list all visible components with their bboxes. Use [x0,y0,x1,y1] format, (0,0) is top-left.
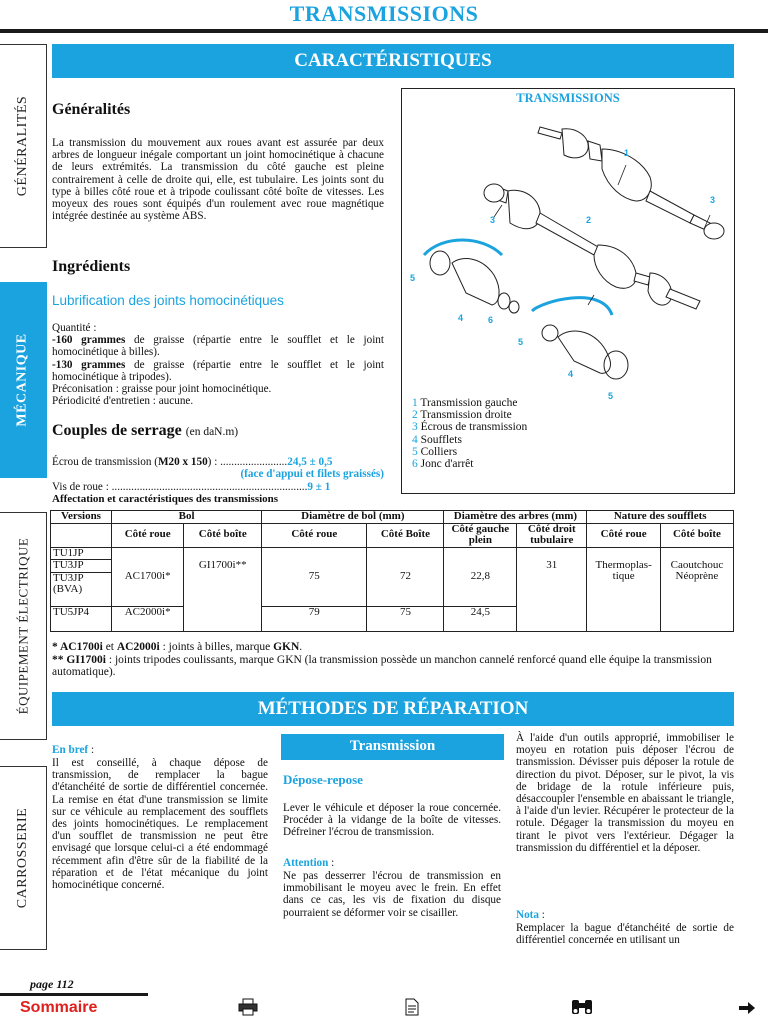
ecrou-line [52,456,384,468]
tab-label: ÉQUIPEMENT ÉLECTRIQUE [15,537,30,715]
legend-text: Colliers [420,445,458,458]
cell-arb-droit: 31 [517,547,587,631]
footer-divider [0,993,148,996]
callout-1: 1 [624,148,630,158]
legend-item [412,458,527,470]
legend-text: Écrous de transmission [420,421,528,434]
tab-equipement-electrique[interactable] [0,512,47,740]
enbref-title: En bref : [52,744,95,756]
col-versions: Versions [51,511,112,524]
col-bol: Bol [112,511,262,524]
enbref-text: Il est conseillé, à chaque dépose de transmission, de remplacer la bague d'étanchéité de sortie de différentiel concernée. La remise en état d'une transmission se limite sur ce véhicule au remplacement des soufflets des joints homocinétiques. Le remplacement d'un soufflet de transmission ne peut être envisagé que lorsque celui-ci a été endommagé récemment afin d'être sûr de la fiabilité de la réparation et de l'état mécanique du joint homocinétique concerné. [52,757,268,892]
sub-arb-gauche: Côté gauche plein [444,523,517,547]
tab-label: CARROSSERIE [15,807,31,909]
periodicite: Périodicité d'entretien : aucune. [52,395,194,408]
nota-title-text: Nota [516,909,539,921]
callout-3a: 3 [490,215,496,225]
sub-dbol-boite: Côté Boîte [367,523,444,547]
legend-num: 2 [412,409,418,422]
sub-bol-boite: Côté boîte [184,523,262,547]
note-2-gi1700: GI1700i [66,654,106,666]
legend-text: Jonc d'arrêt [420,458,474,471]
tab-label: GÉNÉRALITÉS [15,95,31,197]
cell-bol-roue-2: AC2000i* [112,606,184,631]
ecrou-label: Écrou de transmission ( [52,456,158,468]
lubrification-subtitle: Lubrification des joints homocinétiques [52,293,284,308]
document-icon[interactable] [404,998,420,1016]
cell-dbol-boite-2: 75 [367,606,444,631]
legend-item [412,446,527,458]
col-nature: Nature des soufflets [587,511,734,524]
version-tu5jp4: TU5JP4 [51,606,112,631]
cell-dbol-roue-2: 79 [262,606,367,631]
generalites-title: Généralités [52,101,131,118]
ecrou-spec: M20 x 150 [157,456,208,468]
cell-dbol-boite: 72 [367,547,444,606]
attention-title: Attention : [283,857,335,869]
transmission-diagram [402,105,734,405]
section-band-methodes: MÉTHODES DE RÉPARATION [52,692,734,726]
nota-title: Nota : [516,909,545,921]
legend-text: Soufflets [420,433,462,446]
ecrou-dots: ) : ........................ [207,456,288,468]
ecrou-note: (face d'appui et filets graissés) [240,468,384,480]
note-2-stars: ** [52,654,67,666]
legend-item [412,409,527,421]
version-tu3jp-bva: TU3JP (BVA) [53,571,84,595]
versions-group-1 [51,547,112,606]
generalites-text: La transmission du mouvement aux roues avant est assurée par deux arbres de longueur inégale comportant un joint homocinétique à chacune de leurs extrémités. La transmission du côté gauche est pleine contrairement à celle de droite qui, elle, est tubulaire. Les joints sont du type à billes côté roue et à tripode coulissant côté boîte de vitesses. Les moyeux des roues sont équipés d'un roulement avec roue magnétique intégrée destinée au système ABS. [52,137,384,223]
note-2 [52,654,736,678]
cell-arb-gauche-2: 24,5 [444,606,517,631]
ingredients-title: Ingrédients [52,258,131,275]
legend-num: 1 [412,397,418,409]
legend-num: 5 [412,445,418,458]
callout-2: 2 [586,215,592,225]
sub-dbol-roue: Côté roue [262,523,367,547]
legend-text: Transmission droite [420,409,512,422]
transmission-spec-table [50,510,734,632]
quantity-160-desc: de graisse (répartie entre le soufflet et le joint homocinétique à billes). [52,334,385,359]
legend-item [412,421,527,433]
note-1-ac2000: AC2000i [116,641,160,653]
tab-label: MÉCANIQUE [15,333,31,427]
legend-num: 6 [412,458,418,471]
sub-arb-droit: Côté droit tubulaire [517,523,587,547]
sommaire-link[interactable]: Sommaire [20,999,98,1016]
quantite-label: Quantité : [52,322,97,334]
col-diam-bol: Diamètre de bol (mm) [262,511,444,524]
quantity-130: -130 grammes [52,358,126,371]
section-band-caracteristiques: CARACTÉRISTIQUES [52,44,734,78]
attention-text: Ne pas desserrer l'écrou de transmission en immobilisant le moyeu avec le frein. En effet dans ce cas, les vis de fixation du disque pourraient se déformer voir se cisailler. [283,870,501,919]
legend-num: 4 [412,433,418,446]
note-1-and: et [102,641,117,653]
version-tu3jp: TU3JP [51,560,111,573]
page-title: TRANSMISSIONS [289,1,479,26]
figure-title: TRANSMISSIONS [516,91,620,105]
version-tu1jp: TU1JP [51,548,111,561]
note-1-ac1700: AC1700i [60,641,103,653]
figure-box [401,88,735,494]
note-1-gkn: GKN [273,641,300,653]
transmission-band: Transmission [281,734,504,760]
attention-title-text: Attention [283,857,329,869]
couples-unit: (en daN.m) [185,426,239,438]
note-1-rest: : joints à billes, marque [159,641,274,653]
couples-heading [52,422,238,440]
callout-4b: 4 [568,369,574,379]
note-2-rest: : joints tripodes coulissants, marque GKN (la transmission possède un manchon cannelé renforcé quand elle équipe la transmission automatique). [52,654,712,679]
table-caption: Affectation et caractéristiques des transmissions [52,493,279,505]
callout-3b: 3 [710,195,716,205]
arrow-right-icon[interactable] [738,1001,756,1015]
cell-bol-boite: GI1700i** [184,547,262,631]
cell-nat-boite: Caoutchouc Néoprène [660,547,733,631]
legend-num: 3 [412,421,418,434]
sub-nat-roue: Côté roue [587,523,660,547]
enbref-title-text: En bref [52,744,89,756]
callout-5a: 5 [410,273,416,283]
vis-value: 9 ± 1 [307,481,331,493]
cell-nat-roue: Thermoplas-tique [587,547,660,631]
figure-legend [412,397,527,470]
col-diam-arbres: Diamètre des arbres (mm) [444,511,587,524]
transmission-text: Lever le véhicule et déposer la roue concernée. Procéder à la vidange de la boîte de vitesses. Défreiner l'écrou de transmission. [283,802,501,839]
vis-line [52,481,384,493]
table-row [51,547,734,606]
depose-repose-subtitle: Dépose-repose [283,772,363,787]
callout-5b: 5 [518,337,524,347]
callout-6: 6 [488,315,494,325]
legend-text: Transmission gauche [420,397,518,409]
quantity-160: -160 grammes [52,334,126,347]
col3-text: À l'aide d'un outils approprié, immobiliser le moyeu en rotation puis déposer l'écrou de transmission. Dévisser puis déposer la rotule de direction du pivot. Déposer, sur le pivot, la vis de bridage de la rotule inférieure puis, désaccoupler l'ensemble en abaissant le triangle, à l'aide d'un levier. Récupérer le protecteur de la rotule. Dégager la transmission du moyeu en tirant le pivot vers l'extérieur. Dégager la transmission du différentiel et la déposer. [516,732,734,854]
cell-dbol-roue: 75 [262,547,367,606]
note-1-star: * [52,641,60,653]
tab-mecanique[interactable] [0,282,47,478]
tab-carrosserie[interactable] [0,766,47,950]
col-versions-sub [51,523,112,547]
callout-5c: 5 [608,391,614,401]
note-1: * AC1700i et AC2000i : joints à billes, marque GKN. [52,641,303,653]
binoculars-icon[interactable] [570,998,594,1016]
printer-icon[interactable] [238,998,258,1016]
header-divider [0,29,768,33]
callout-4a: 4 [458,313,464,323]
cell-arb-gauche: 22,8 [444,547,517,606]
quantity-130-desc: de graisse (répartie entre le soufflet et le joint homocinétique à tripodes). [52,358,385,383]
ecrou-value: 24,5 ± 0,5 [287,456,333,468]
page-number: page 112 [30,977,74,991]
tab-generalites[interactable] [0,44,47,248]
preconisation: Préconisation : graisse pour joint homocinétique. [52,383,272,396]
cell-bol-roue: AC1700i* [112,547,184,606]
vis-label: Vis de roue : ...................................................................... [52,481,308,493]
ingredients-text [52,322,384,407]
legend-item [412,434,527,446]
sub-nat-boite: Côté boîte [660,523,733,547]
couples-title: Couples de serrage [52,422,182,439]
legend-item [412,397,527,409]
sub-bol-roue: Côté roue [112,523,184,547]
nota-text: Remplacer la bague d'étanchéité de sortie de différentiel concernée en utilisant un [516,922,734,947]
